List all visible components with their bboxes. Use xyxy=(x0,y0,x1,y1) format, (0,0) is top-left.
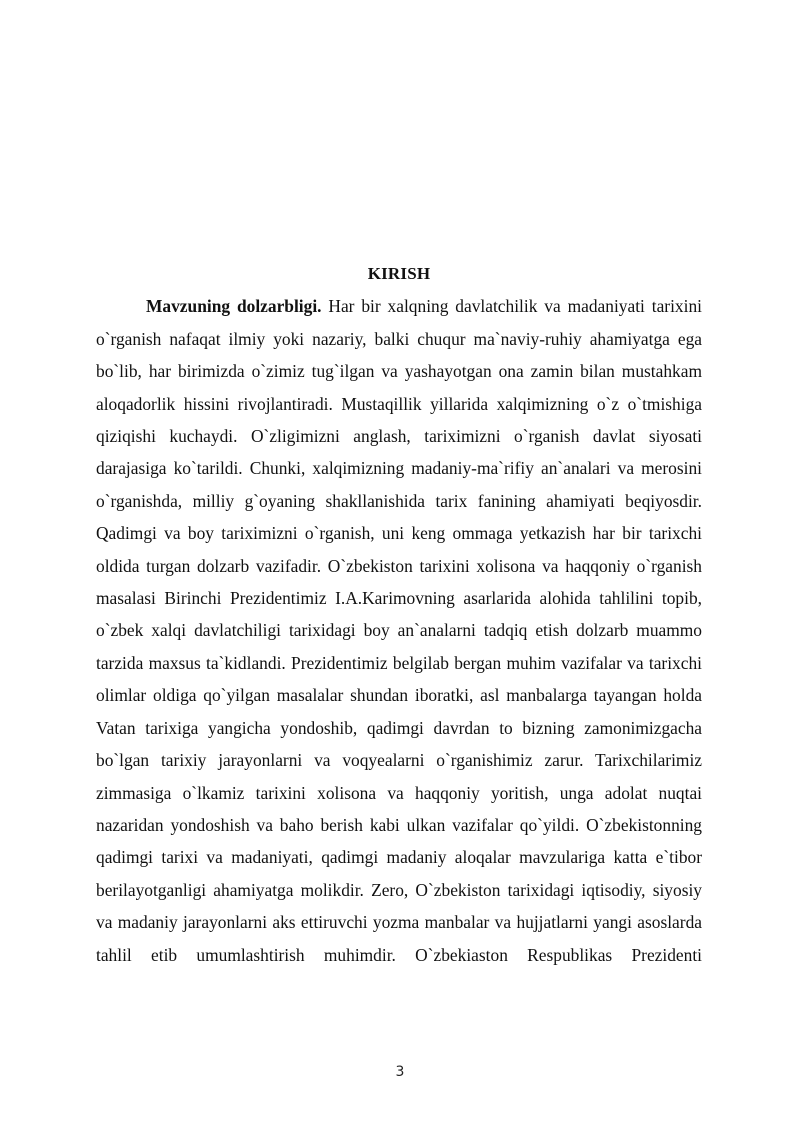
page-number: 3 xyxy=(395,1064,405,1080)
body-paragraph xyxy=(96,290,702,971)
section-heading: KIRISH xyxy=(367,264,431,283)
document-page xyxy=(96,258,702,971)
paragraph-lead: Mavzuning dolzarbligi. xyxy=(146,296,322,317)
paragraph-text: Har bir xalqning davlatchilik va madaniyati tarixini o`rganish nafaqat ilmiy yoki nazariy, balki chuqur ma`naviy-ruhiy ahamiyatga ega bo`lib, har birimizda o`zimiz tug`ilgan va yashayotgan ona zamin bilan mustahkam aloqadorlik hissini rivojlantiradi. Mustaqillik yillarida xalqimizning o`z o`tmishiga qiziqishi kuchaydi. O`zligimizni anglash, tariximizni o`rganish davlat siyosati darajasiga ko`tarildi. Chunki, xalqimizning madaniy-ma`rifiy an`analari va merosini o`rganishda, milliy g`oyaning shakllanishida tarix fanining ahamiyati beqiyosdir. Qadimgi va boy tariximizni o`rganish, uni keng ommaga yetkazish har bir tarixchi oldida turgan dolzarb vazifadir. O`zbekiston tarixini xolisona va haqqoniy o`rganish masalasi Birinchi Prezidentimiz I.A.Karimovning asarlarida alohida tahlilini topib, o`zbek xalqi davlatchiligi tarixidagi boy an`analarni tadqiq etish dolzarb muammo tarzida maxsus ta`kidlandi. Prezidentimiz belgilab bergan muhim vazifalar va tarixchi olimlar oldiga qo`yilgan masalalar shundan iboratki, asl manbalarga tayangan holda Vatan tarixiga yangicha yondoshib, qadimgi davrdan to bizning zamonimizgacha bo`lgan tarixiy jarayonlarni va voqyealarni o`rganishimiz zarur. Tarixchilarimiz zimmasiga o`lkamiz tarixini xolisona va haqqoniy yoritish, unga adolat nuqtai nazaridan yondoshish va baho berish kabi ulkan vazifalar qo`yildi. O`zbekistonning qadimgi tarixi va madaniyati, qadimgi madaniy aloqalar mavzulariga katta e`tibor berilayotganligi ahamiyatga molikdir. Zero, O`zbekiston tarixidagi iqtisodiy, siyosiy va madaniy jarayonlarni aks ettiruvchi yozma manbalar va hujjatlarni yangi asoslarda tahlil etib umumlashtirish muhimdir. O`zbekiaston Respublikas Prezidenti xyxy=(96,296,702,965)
